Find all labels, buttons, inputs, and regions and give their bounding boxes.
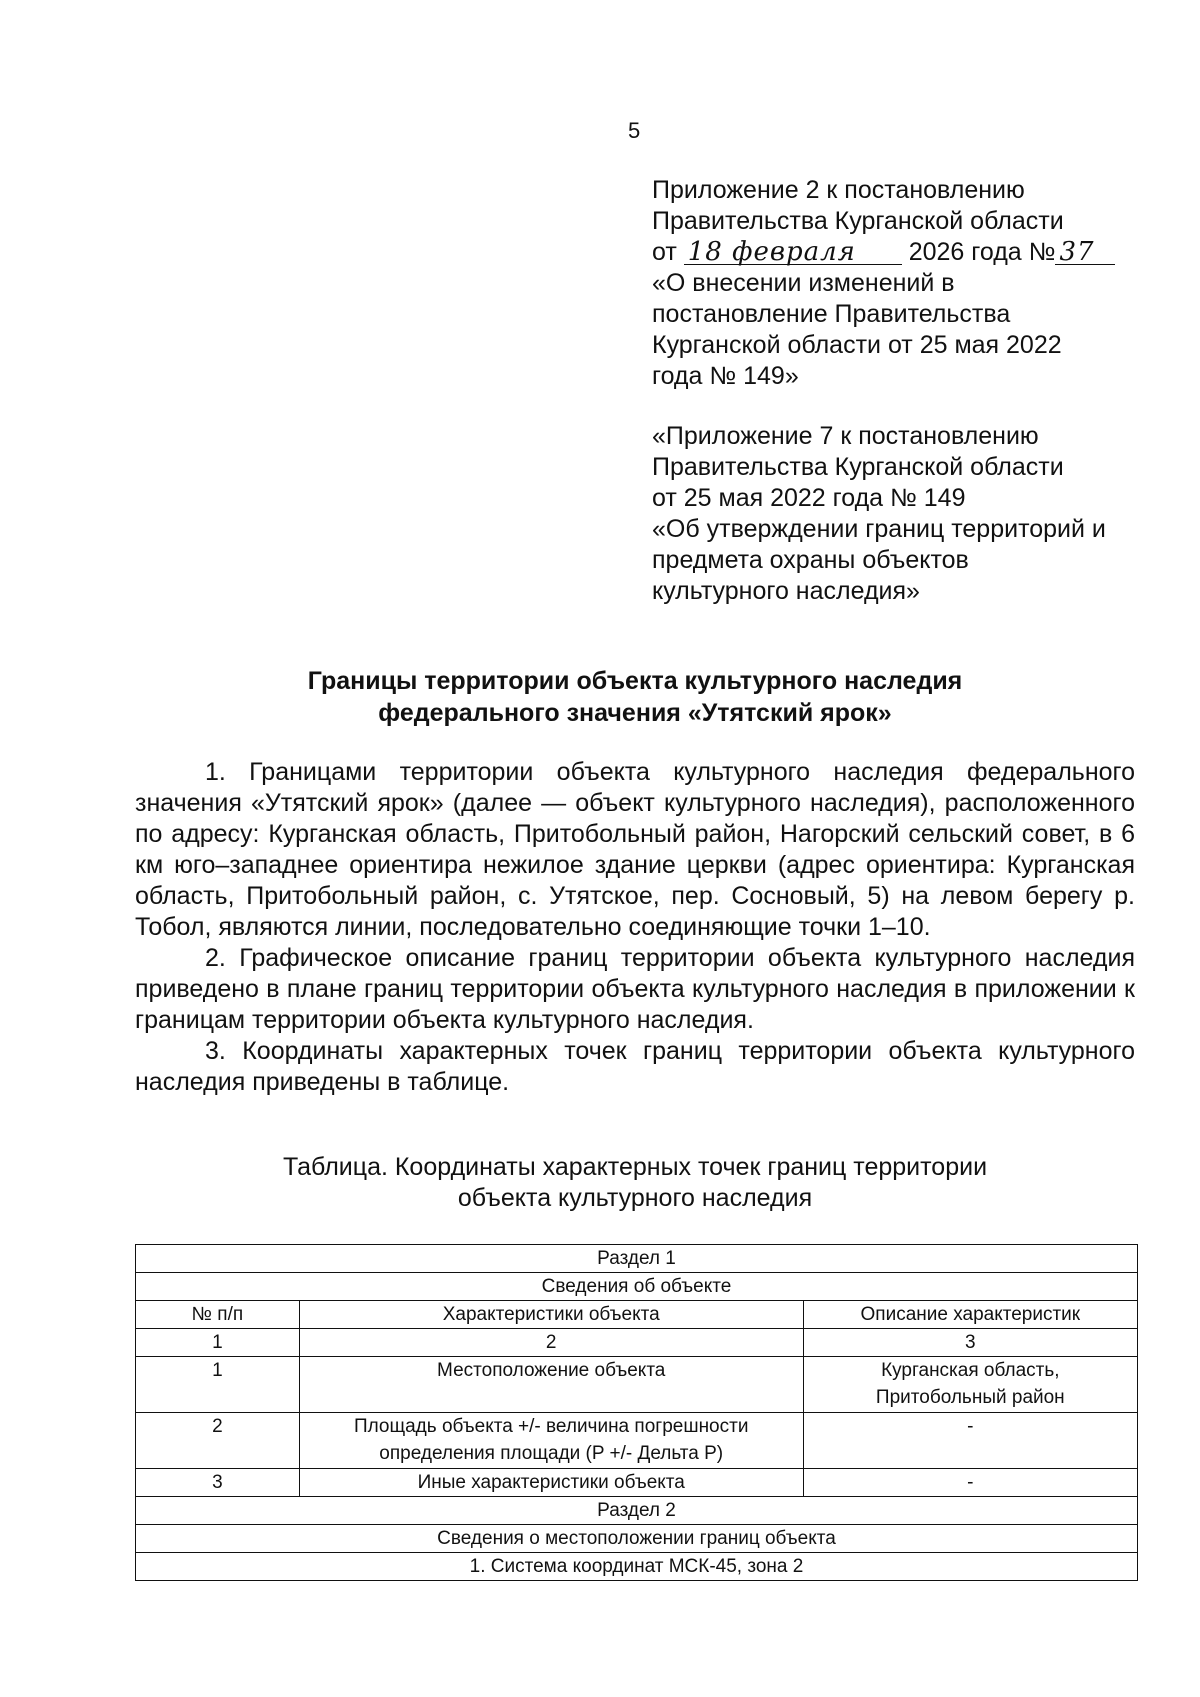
column-number-1: 1 xyxy=(136,1329,300,1357)
date-prefix: от xyxy=(652,238,677,266)
row-characteristic-line1: Площадь объекта +/- величина погрешности xyxy=(353,1416,749,1437)
original-appendix-line3: от 25 мая 2022 года № 149 xyxy=(652,484,966,512)
row-characteristic-line2: определения площади (P +/- Дельта P) xyxy=(379,1443,724,1464)
table-caption-line2: объекта культурного наследия xyxy=(457,1184,813,1212)
table-row xyxy=(136,1525,1138,1553)
table-row xyxy=(136,1469,1138,1497)
appendix-header-line5: постановление Правительства xyxy=(652,300,1011,328)
appendix-header-line4: «О внесении изменений в xyxy=(652,269,955,297)
original-appendix-line2: Правительства Курганской области xyxy=(652,453,1064,481)
appendix-header-line6: Курганской области от 25 мая 2022 xyxy=(652,331,1062,359)
paragraph-2: 2. Графическое описание границ территории объекта культурного наследия приведено в плане границ территории объекта культурного наследия в приложении к границам территории объекта культурного наследия. xyxy=(135,944,1135,1034)
row-number: 3 xyxy=(136,1469,300,1497)
original-appendix-line1: «Приложение 7 к постановлению xyxy=(652,422,1039,450)
coordinates-table xyxy=(135,1244,1138,1581)
table-caption-line1: Таблица. Координаты характерных точек границ территории xyxy=(282,1153,988,1181)
row-number: 2 xyxy=(136,1413,300,1469)
original-appendix-line5: предмета охраны объектов xyxy=(652,546,969,574)
original-appendix-line4: «Об утверждении границ территорий и xyxy=(652,515,1106,543)
appendix-header-line7: года № 149» xyxy=(652,362,799,390)
body-text xyxy=(135,757,1135,1098)
table-row xyxy=(136,1245,1138,1273)
table-header-row xyxy=(136,1301,1138,1329)
appendix-header xyxy=(652,175,1152,392)
coordinate-system: 1. Система координат МСК-45, зона 2 xyxy=(136,1553,1138,1581)
table-column-numbers-row xyxy=(136,1329,1138,1357)
row-description-line1: Курганская область, xyxy=(881,1360,1060,1381)
appendix-header-date-line xyxy=(652,237,1152,268)
row-number: 1 xyxy=(136,1357,300,1413)
table-row xyxy=(136,1497,1138,1525)
appendix-header-line1: Приложение 2 к постановлению xyxy=(652,176,1025,204)
title-line2: федерального значения «Утятский ярок» xyxy=(378,699,892,727)
row-characteristic: Местоположение объекта xyxy=(299,1357,803,1413)
section2-title: Раздел 2 xyxy=(136,1497,1138,1525)
section2-subtitle: Сведения о местоположении границ объекта xyxy=(136,1525,1138,1553)
paragraph-1: 1. Границами территории объекта культурного наследия федерального значения «Утятский ярок» (далее — объект культурного наследия), расположенного по адресу: Курганская область, Притобольный район, Нагорский сельский совет, в 6 км юго–западнее ориентира нежилое здание церкви (адрес ориентира: Курганская область, Притобольный район, с. Утятское, пер. Сосновый, 5) на левом берегу р. Тобол, являются линии, последовательно соединяющие точки 1–10. xyxy=(135,758,1135,941)
header-characteristic: Характеристики объекта xyxy=(299,1301,803,1329)
table-caption xyxy=(135,1152,1135,1214)
table-row xyxy=(136,1273,1138,1301)
table-row xyxy=(136,1357,1138,1413)
row-characteristic xyxy=(299,1413,803,1469)
original-appendix-header xyxy=(652,421,1152,607)
handwritten-date: 18 февраля xyxy=(684,240,902,265)
header-description: Описание характеристик xyxy=(803,1301,1137,1329)
column-number-3: 3 xyxy=(803,1329,1137,1357)
row-description: - xyxy=(803,1469,1137,1497)
handwritten-number: 37 xyxy=(1055,240,1115,265)
section1-title: Раздел 1 xyxy=(136,1245,1138,1273)
table-row xyxy=(136,1553,1138,1581)
paragraph-3: 3. Координаты характерных точек границ территории объекта культурного наследия приведены в таблице. xyxy=(135,1037,1135,1096)
column-number-2: 2 xyxy=(299,1329,803,1357)
original-appendix-line6: культурного наследия» xyxy=(652,577,920,605)
row-description-line2: Притобольный район xyxy=(875,1387,1065,1408)
row-description xyxy=(803,1357,1137,1413)
section1-subtitle: Сведения об объекте xyxy=(136,1273,1138,1301)
header-number: № п/п xyxy=(136,1301,300,1329)
appendix-header-line2: Правительства Курганской области xyxy=(652,207,1064,235)
year-text: 2026 года № xyxy=(908,238,1056,266)
row-characteristic: Иные характеристики объекта xyxy=(299,1469,803,1497)
row-description: - xyxy=(803,1413,1137,1469)
table-row xyxy=(136,1413,1138,1469)
document-title xyxy=(135,665,1135,729)
title-line1: Границы территории объекта культурного наследия xyxy=(307,667,963,695)
page-number: 5 xyxy=(628,118,641,143)
